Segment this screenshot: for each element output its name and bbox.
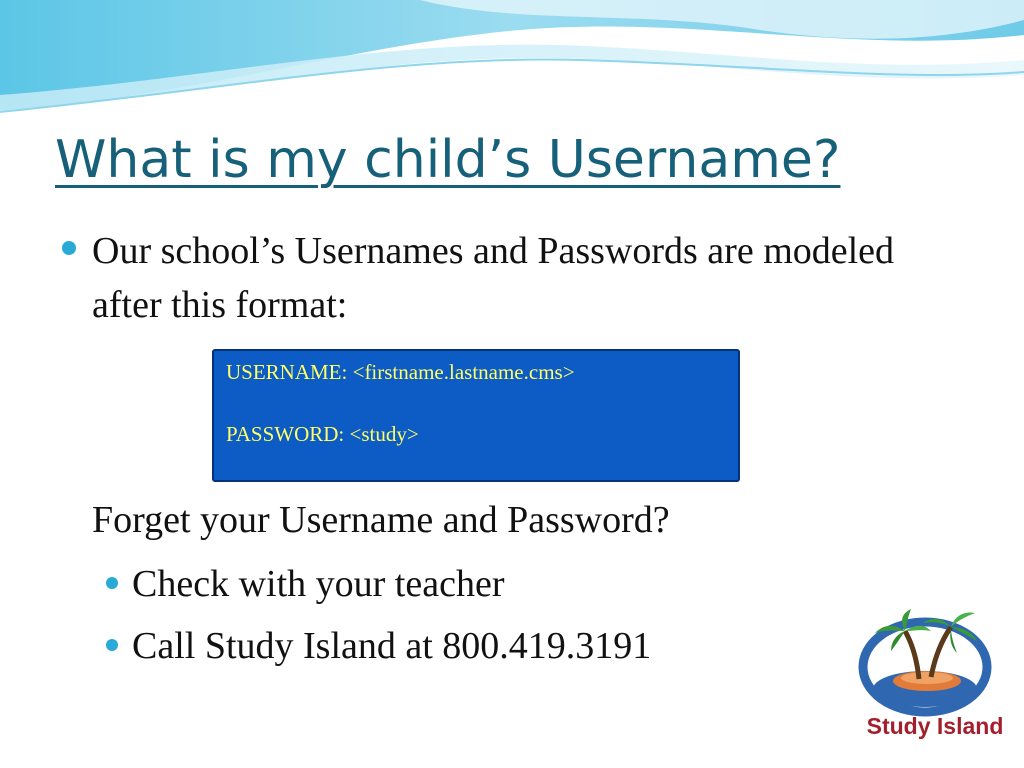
username-format: USERNAME: <firstname.lastname.cms> bbox=[226, 360, 575, 384]
password-format: PASSWORD: <study> bbox=[226, 422, 419, 446]
sub-bullet-text: Check with your teacher bbox=[132, 563, 505, 605]
sub-bullet-text: Call Study Island at 800.419.3191 bbox=[132, 625, 652, 667]
intro-bullet bbox=[62, 224, 962, 332]
intro-text: Our school’s Usernames and Passwords are modeled after this format: bbox=[92, 230, 895, 326]
wave-header-decoration bbox=[0, 0, 1024, 120]
sub-bullet-teacher bbox=[106, 562, 504, 606]
credentials-box bbox=[212, 349, 740, 482]
bullet-dot bbox=[106, 639, 118, 651]
bullet-dot bbox=[106, 577, 118, 589]
sub-bullet-call bbox=[106, 624, 651, 668]
logo-text: Study Island bbox=[866, 713, 1004, 739]
bullet-dot bbox=[62, 241, 76, 255]
slide-title: What is my child’s Username? bbox=[55, 130, 841, 190]
forget-heading: Forget your Username and Password? bbox=[92, 499, 670, 541]
